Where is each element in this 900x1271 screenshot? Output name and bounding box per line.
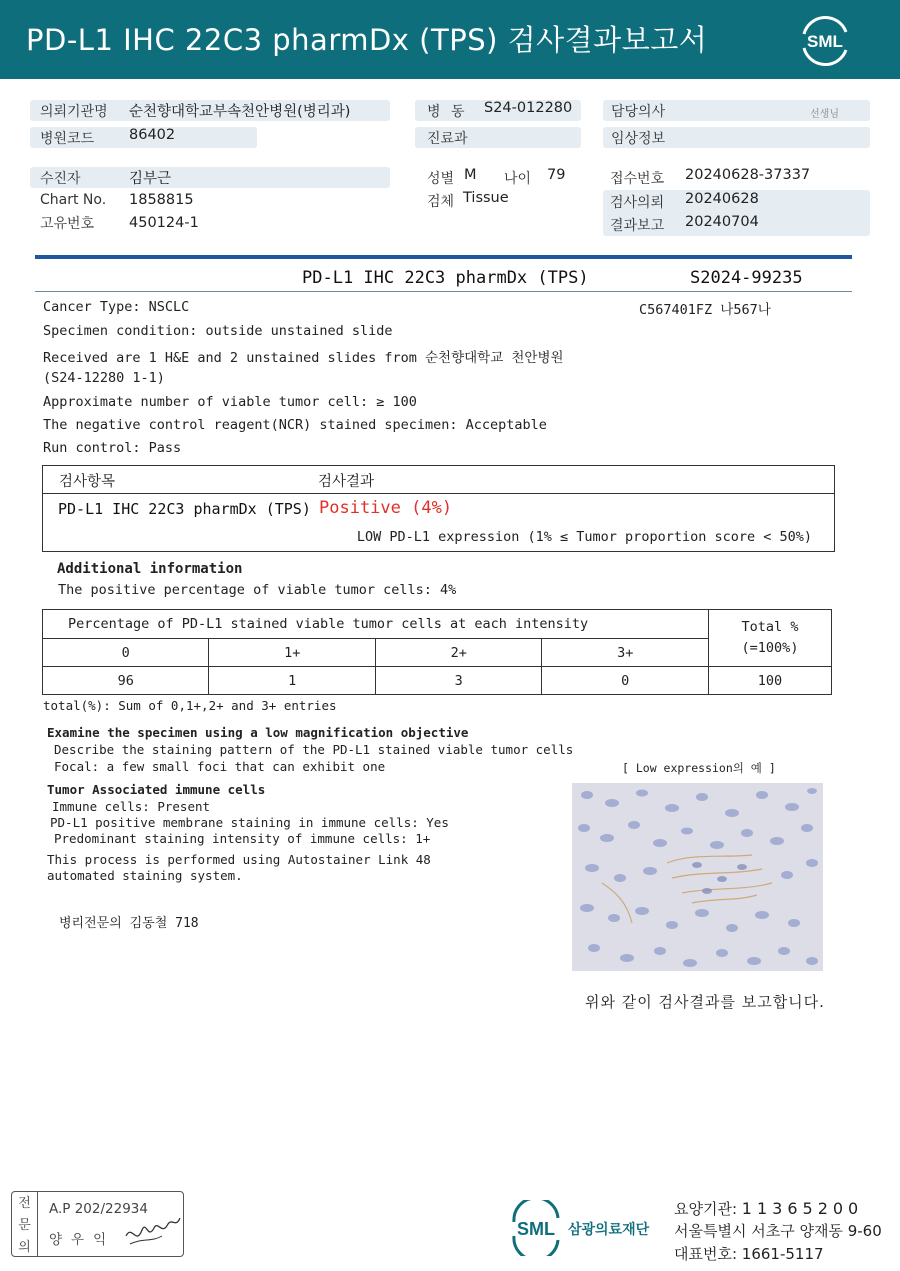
request-label: 검사의뢰 xyxy=(610,195,665,211)
patient-value: 김부근 xyxy=(129,171,172,187)
intensity-value: 1 xyxy=(209,667,375,695)
report-date-value: 20240704 xyxy=(685,214,759,230)
result-box xyxy=(42,465,835,552)
report-line: (S24-12280 1-1) xyxy=(43,370,165,386)
unique-no-value: 450124-1 xyxy=(129,215,199,231)
report-title: PD-L1 IHC 22C3 pharmDx (TPS) 검사결과보고서 xyxy=(26,23,708,57)
requester-value: 순천향대학교부속천안병원(병리과) xyxy=(129,104,351,120)
stamp-license: A.P 202/22934 xyxy=(49,1201,148,1217)
intensity-value: 96 xyxy=(43,667,209,695)
total-header-sub: (=100%) xyxy=(741,640,799,656)
foundation-logo-icon xyxy=(510,1200,665,1256)
org-code-label: 요양기관: xyxy=(674,1200,738,1218)
age-label: 나이 xyxy=(504,171,532,187)
doctor-label: 담당의사 xyxy=(611,104,666,120)
signature-icon xyxy=(122,1206,184,1252)
ward-label: 병 동 xyxy=(427,104,468,120)
result-note: LOW PD-L1 expression (1% ≤ Tumor proportion score < 50%) xyxy=(356,529,812,545)
intensity-column-header: 3+ xyxy=(542,639,709,667)
title-underline xyxy=(35,291,852,292)
additional-text: The positive percentage of viable tumor cells: 4% xyxy=(58,582,457,598)
result-header-result: 검사결과 xyxy=(318,474,375,490)
phone-value: 1661-5117 xyxy=(741,1245,824,1263)
phone-label: 대표번호: xyxy=(674,1245,738,1263)
result-header xyxy=(43,466,834,494)
intensity-column-header: 2+ xyxy=(375,639,541,667)
result-value: Positive (4%) xyxy=(319,498,453,518)
stamp-side xyxy=(12,1192,38,1256)
immune-line: PD-L1 positive membrane staining in immune cells: Yes xyxy=(50,815,449,830)
foundation-name: 삼광의료재단 xyxy=(568,1222,650,1238)
intensity-total: 100 xyxy=(709,667,832,695)
additional-title: Additional information xyxy=(57,561,243,577)
unique-no-label: 고유번호 xyxy=(40,216,95,232)
age-value: 79 xyxy=(547,167,566,183)
ward-value: S24-012280 xyxy=(484,100,573,116)
image-caption: [ Low expression의 예 ] xyxy=(622,761,776,775)
intensity-value: 3 xyxy=(375,667,541,695)
phone xyxy=(674,1243,824,1264)
intensity-value: 0 xyxy=(542,667,709,695)
examine-line: Describe the staining pattern of the PD-L1 stained viable tumor cells xyxy=(54,742,574,757)
examine-title: Examine the specimen using a low magnification objective xyxy=(47,725,469,740)
doctor-suffix: 선생님 xyxy=(810,109,839,120)
foundation-logo-text: SML xyxy=(517,1219,555,1239)
total-header xyxy=(709,610,832,667)
process-line: automated staining system. xyxy=(47,868,243,883)
intensity-column-header: 1+ xyxy=(209,639,375,667)
intensity-table xyxy=(42,609,832,695)
hospital-code-label: 병원코드 xyxy=(40,131,95,147)
microscopy-image xyxy=(572,783,823,971)
immune-title: Tumor Associated immune cells xyxy=(47,782,266,797)
examine-line: Focal: a few small foci that can exhibit one xyxy=(54,759,386,774)
hospital-code-value: 86402 xyxy=(129,127,176,143)
stamp-name: 양우익 xyxy=(49,1232,116,1248)
report-header xyxy=(0,0,900,79)
org-code xyxy=(674,1198,863,1219)
pathologist: 병리전문의 김동철 718 xyxy=(59,916,199,931)
sml-logo-icon xyxy=(796,14,854,66)
patient-row-bg xyxy=(30,167,390,188)
org-code-value: 11365200 xyxy=(741,1199,864,1218)
report-date-label: 결과보고 xyxy=(610,218,665,234)
total-header-label: Total % xyxy=(741,619,799,635)
stamp-side-char: 전 xyxy=(18,1196,31,1211)
report-number: S2024-99235 xyxy=(690,268,803,288)
result-item: PD-L1 IHC 22C3 pharmDx (TPS) xyxy=(58,500,311,518)
table-footnote: total(%): Sum of 0,1+,2+ and 3+ entries xyxy=(43,698,337,713)
ref-code: C567401FZ 나567나 xyxy=(639,302,771,318)
specialist-stamp xyxy=(11,1191,184,1257)
dept-label: 진료과 xyxy=(427,131,468,147)
intensity-column-header: 0 xyxy=(43,639,209,667)
process-line: This process is performed using Autostainer Link 48 xyxy=(47,852,431,867)
immune-line: Immune cells: Present xyxy=(52,799,211,814)
specimen-label: 검체 xyxy=(427,194,455,210)
report-line: The negative control reagent(NCR) stained specimen: Acceptable xyxy=(43,417,547,433)
result-header-item: 검사항목 xyxy=(59,474,116,490)
report-line: Cancer Type: NSCLC xyxy=(43,299,190,315)
stamp-side-char: 의 xyxy=(18,1240,31,1255)
closing-statement: 위와 같이 검사결과를 보고합니다. xyxy=(585,993,825,1011)
clinical-label: 임상정보 xyxy=(611,131,666,147)
sex-value: M xyxy=(464,167,477,183)
address: 서울특별시 서초구 양재동 9-60 xyxy=(674,1222,882,1240)
immune-line: Predominant staining intensity of immune cells: 1+ xyxy=(54,831,431,846)
report-line: Specimen condition: outside unstained slide xyxy=(43,323,393,339)
sex-label: 성별 xyxy=(427,171,455,187)
report-line: Run control: Pass xyxy=(43,440,182,456)
test-title: PD-L1 IHC 22C3 pharmDx (TPS) xyxy=(302,268,589,288)
receipt-value: 20240628-37337 xyxy=(685,167,811,183)
specimen-value: Tissue xyxy=(463,190,509,206)
request-value: 20240628 xyxy=(685,191,759,207)
intensity-table-title: Percentage of PD-L1 stained viable tumor cells at each intensity xyxy=(43,610,709,639)
report-line: Approximate number of viable tumor cell: ≥ 100 xyxy=(43,394,417,410)
section-divider xyxy=(35,255,852,259)
chart-no-label: Chart No. xyxy=(40,192,107,208)
patient-label: 수진자 xyxy=(40,171,81,187)
requester-label: 의뢰기관명 xyxy=(40,104,108,120)
chart-no-value: 1858815 xyxy=(129,192,194,208)
sml-logo-text: SML xyxy=(807,32,843,51)
stamp-side-char: 문 xyxy=(18,1218,31,1233)
report-line: Received are 1 H&E and 2 unstained slides from 순천향대학교 천안병원 xyxy=(43,350,564,366)
receipt-label: 접수번호 xyxy=(610,171,665,187)
